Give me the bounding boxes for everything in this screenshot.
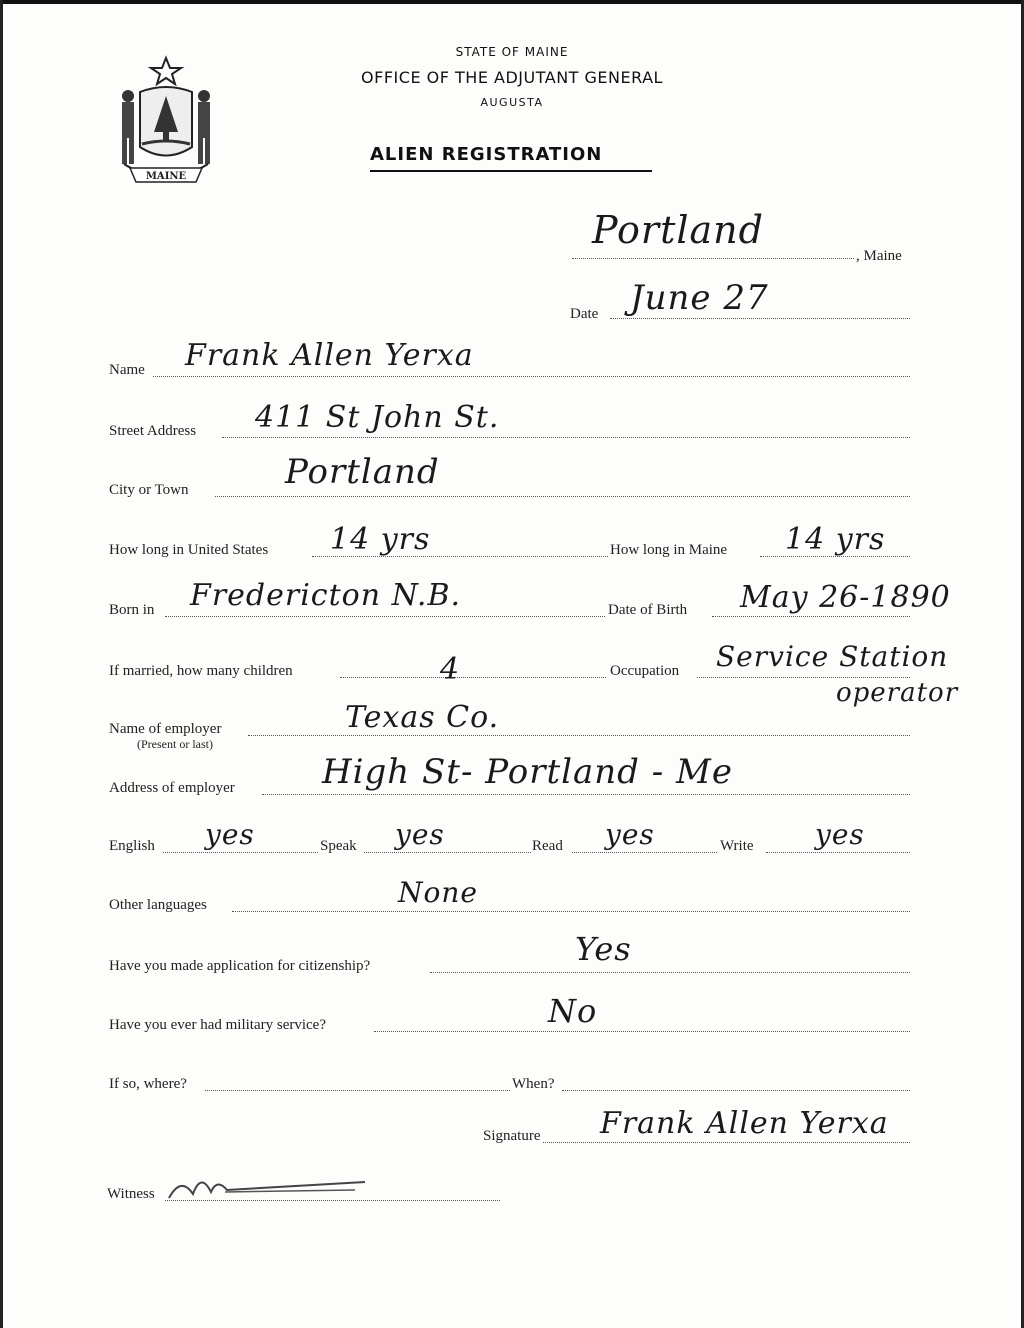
- employer-label: Name of employer: [109, 721, 222, 737]
- date-label: Date: [570, 306, 599, 322]
- signature-line: [543, 1142, 910, 1143]
- occupation-label: Occupation: [610, 663, 680, 679]
- born-line: [165, 616, 605, 617]
- occupation-value-2: operator: [836, 678, 959, 708]
- other-lang-value: None: [398, 876, 478, 909]
- citizenship-value: Yes: [575, 930, 632, 968]
- read-line: [572, 852, 717, 853]
- street-line: [222, 437, 910, 438]
- children-line: [340, 677, 606, 678]
- witness-label: Witness: [107, 1186, 155, 1202]
- military-label: Have you ever had military service?: [109, 1017, 326, 1033]
- write-label: Write: [720, 838, 754, 854]
- title-underline: [370, 170, 652, 172]
- english-value: yes: [205, 818, 255, 851]
- signature-label: Signature: [483, 1128, 541, 1144]
- name-value: Frank Allen Yerxa: [185, 338, 474, 373]
- children-value: 4: [440, 652, 461, 687]
- state-heading: STATE OF MAINE: [455, 45, 569, 59]
- emp-addr-value: High St- Portland - Me: [322, 752, 733, 792]
- city-label: City or Town: [109, 482, 189, 498]
- svg-text:MAINE: MAINE: [145, 171, 187, 182]
- emp-addr-line: [262, 794, 910, 795]
- other-lang-line: [232, 911, 910, 912]
- city-line: [215, 496, 910, 497]
- employer-line: [248, 735, 910, 736]
- maine-long-value: 14 yrs: [785, 522, 886, 557]
- office-heading: OFFICE OF THE ADJUTANT GENERAL: [361, 68, 663, 87]
- name-line: [153, 376, 910, 377]
- dob-value: May 26-1890: [740, 580, 951, 615]
- town-line: [572, 258, 854, 259]
- born-label: Born in: [109, 602, 155, 618]
- english-line: [163, 852, 318, 853]
- us-value: 14 yrs: [330, 522, 431, 557]
- born-value: Fredericton N.B.: [190, 578, 462, 613]
- other-lang-label: Other languages: [109, 897, 207, 913]
- when-label: When?: [512, 1076, 555, 1092]
- form-title: ALIEN REGISTRATION: [370, 144, 603, 165]
- write-value: yes: [815, 818, 865, 851]
- city-heading: AUGUSTA: [480, 96, 544, 109]
- street-value: 411 St John St.: [255, 400, 500, 435]
- scan-border-left: [0, 0, 3, 1328]
- citizenship-label: Have you made application for citizenship?: [109, 958, 371, 974]
- witness-signature-scribble: [165, 1168, 375, 1204]
- military-line: [374, 1031, 910, 1032]
- english-label: English: [109, 838, 155, 854]
- speak-line: [364, 852, 531, 853]
- date-value: June 27: [630, 278, 769, 318]
- emp-addr-label: Address of employer: [109, 780, 235, 796]
- children-label: If married, how many children: [109, 663, 293, 679]
- where-line: [205, 1090, 510, 1091]
- military-value: No: [548, 992, 598, 1030]
- occupation-value-1: Service Station: [716, 640, 949, 673]
- date-line: [610, 318, 910, 319]
- name-label: Name: [109, 362, 145, 378]
- maine-label: , Maine: [856, 248, 902, 264]
- scan-border-top: [0, 0, 1024, 4]
- speak-label: Speak: [320, 838, 357, 854]
- where-label: If so, where?: [109, 1076, 187, 1092]
- signature-value: Frank Allen Yerxa: [600, 1106, 889, 1141]
- speak-value: yes: [395, 818, 445, 851]
- when-line: [562, 1090, 910, 1091]
- city-value: Portland: [285, 452, 440, 492]
- employer-value: Texas Co.: [345, 700, 500, 735]
- street-label: Street Address: [109, 423, 197, 439]
- maine-long-label: How long in Maine: [610, 542, 728, 558]
- us-label: How long in United States: [109, 542, 269, 558]
- write-line: [766, 852, 910, 853]
- read-label: Read: [532, 838, 563, 854]
- citizenship-line: [430, 972, 910, 973]
- town-value: Portland: [592, 208, 764, 252]
- employer-sublabel: (Present or last): [137, 737, 213, 751]
- read-value: yes: [605, 818, 655, 851]
- dob-label: Date of Birth: [608, 602, 688, 618]
- dob-line: [712, 616, 910, 617]
